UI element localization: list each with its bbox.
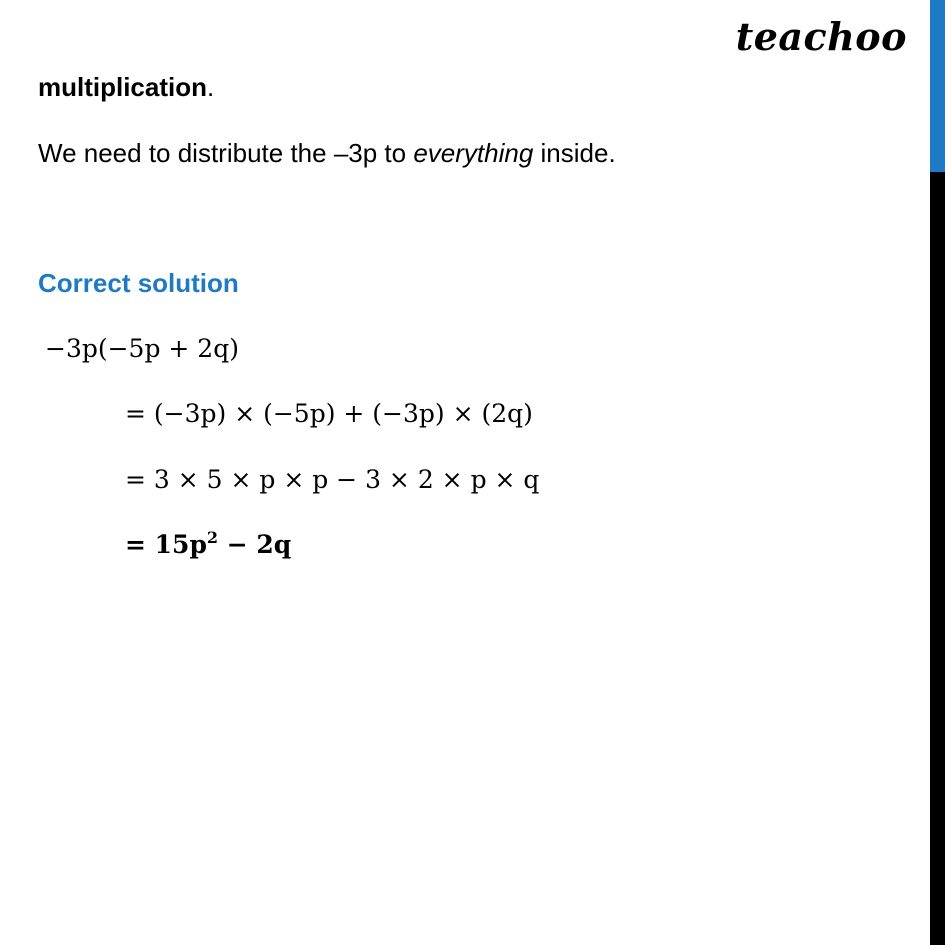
instruction-start: We need to distribute the –3p to	[38, 138, 414, 168]
final-answer	[125, 529, 291, 561]
sidebar-accent	[930, 0, 945, 172]
instruction-end: inside.	[533, 138, 616, 168]
intro-period: .	[207, 72, 215, 102]
multiplication-word: multiplication	[38, 72, 207, 102]
teachoo-logo: teachoo	[735, 14, 907, 59]
everything-emphasis: everything	[413, 138, 534, 168]
answer-suffix: − 2q	[218, 530, 292, 559]
answer-exponent: 2	[206, 528, 219, 547]
solution-step-1: = (−3p) × (−5p) + (−3p) × (2q)	[125, 399, 533, 428]
solution-step-2: = 3 × 5 × p × p − 3 × 2 × p × q	[125, 465, 540, 494]
intro-line	[38, 71, 214, 103]
section-heading: Correct solution	[38, 268, 239, 298]
original-expression: −3p(−5p + 2q)	[45, 334, 239, 363]
distribute-instruction	[38, 137, 616, 169]
side-scroll-bar	[930, 0, 945, 945]
answer-prefix: = 15p	[125, 530, 207, 559]
